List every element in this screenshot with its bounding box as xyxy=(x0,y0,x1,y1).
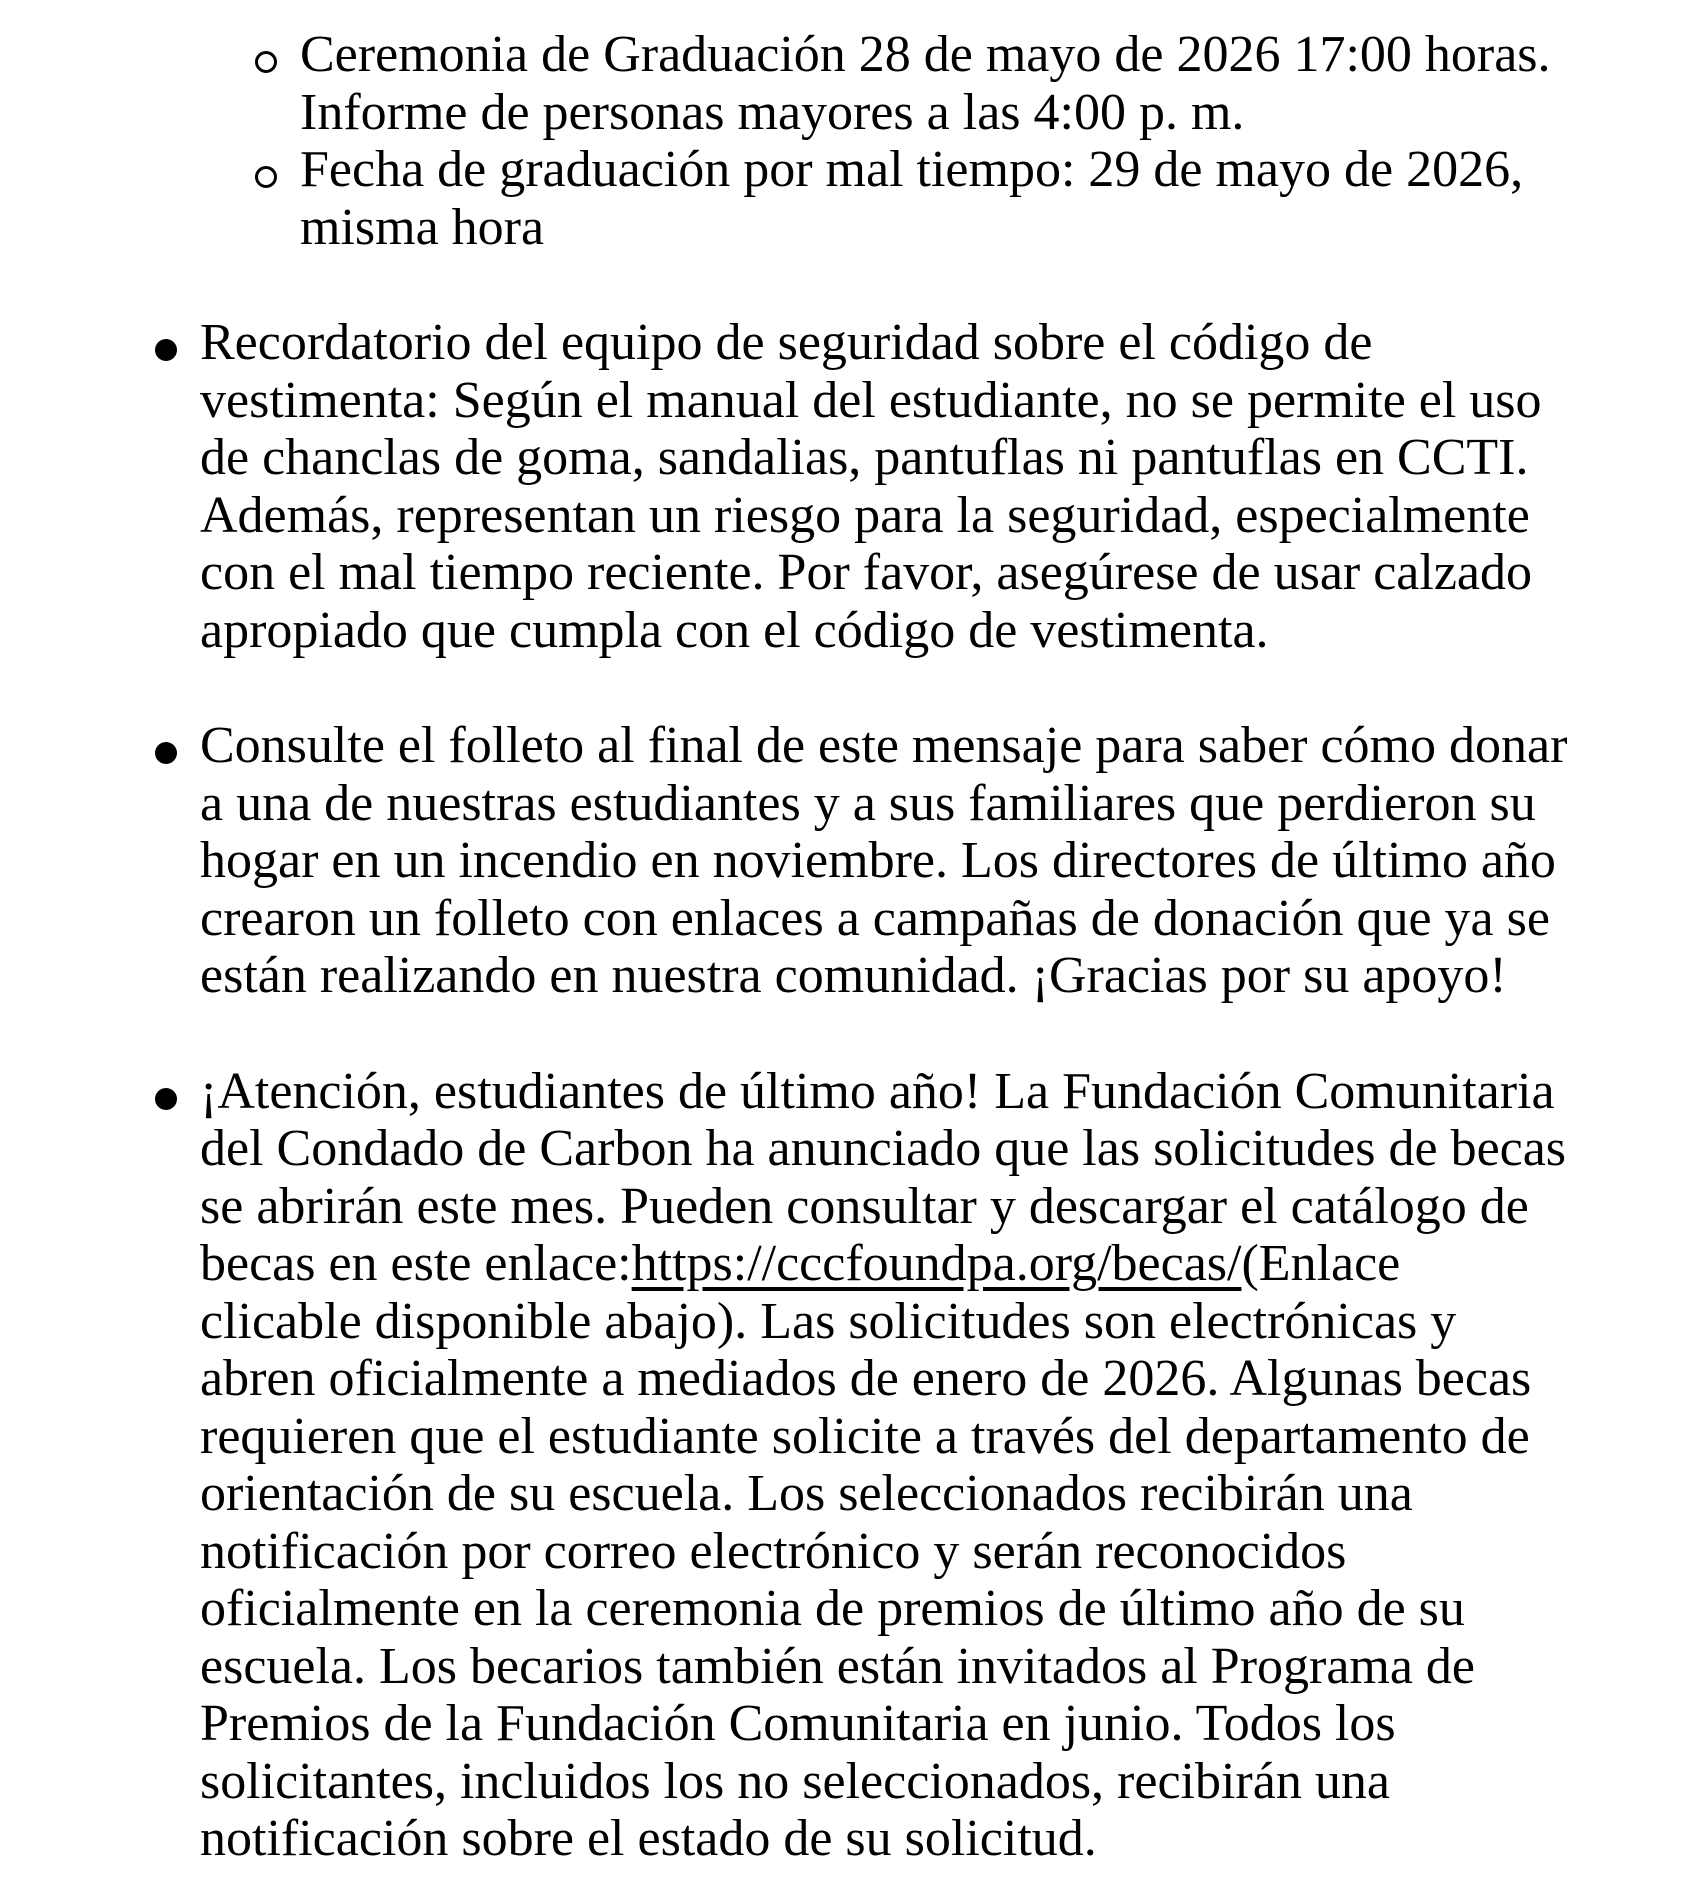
text-segment: becas en este enlace: xyxy=(200,1235,632,1292)
text-line: con el mal tiempo reciente. Por favor, asegúrese de usar calzado xyxy=(200,544,1532,601)
text-line: vestimenta: Según el manual del estudiante, no se permite el uso xyxy=(200,371,1542,429)
list-item xyxy=(300,141,1699,256)
text-segment: (Enlace xyxy=(1241,1235,1401,1292)
text-line: del Condado de Carbon ha anunciado que las solicitudes de becas xyxy=(200,1120,1567,1177)
text-line: se abrirán este mes. Pueden consultar y descargar el catálogo de xyxy=(200,1177,1529,1235)
scholarship-catalog-link[interactable]: https://cccfoundpa.org/becas/ xyxy=(631,1235,1242,1292)
text-line: a una de nuestras estudiantes y a sus familiares que perdieron su xyxy=(200,774,1536,832)
text-line: abren oficialmente a mediados de enero de 2026. Algunas becas xyxy=(200,1350,1532,1407)
sub-bullet-list xyxy=(0,26,1699,256)
text-line: solicitantes, incluidos los no seleccionados, recibirán una xyxy=(200,1752,1390,1810)
list-item xyxy=(200,1063,1699,1868)
text-line: apropiado que cumpla con el código de vestimenta. xyxy=(200,601,1269,659)
text-line: misma hora xyxy=(300,198,545,256)
text-line: crearon un folleto con enlaces a campañas de donación que ya se xyxy=(200,889,1550,947)
text-line: requieren que el estudiante solicite a través del departamento de xyxy=(200,1407,1530,1465)
bullet-hollow-icon xyxy=(255,51,277,73)
text-line: notificación sobre el estado de su solicitud. xyxy=(200,1810,1097,1867)
text-line-with-link xyxy=(200,1235,1699,1293)
text-line: clicable disponible abajo). Las solicitudes son electrónicas y xyxy=(200,1292,1457,1350)
bullet-filled-icon xyxy=(155,1088,177,1110)
list-item xyxy=(200,717,1699,1005)
bullet-filled-icon xyxy=(155,742,177,764)
bullet-filled-icon xyxy=(155,339,177,361)
text-line: Premios de la Fundación Comunitaria en junio. Todos los xyxy=(200,1695,1396,1752)
text-line: Fecha de graduación por mal tiempo: 29 de mayo de 2026, xyxy=(300,141,1524,198)
text-line: hogar en un incendio en noviembre. Los directores de último año xyxy=(200,832,1556,889)
text-line: de chanclas de goma, sandalias, pantuflas ni pantuflas en CCTI. xyxy=(200,429,1529,486)
bullet-hollow-icon xyxy=(255,166,277,188)
list-item xyxy=(300,26,1699,141)
text-line: notificación por correo electrónico y serán reconocidos xyxy=(200,1522,1347,1580)
text-line: orientación de su escuela. Los seleccionados recibirán una xyxy=(200,1465,1413,1522)
text-line: Además, representan un riesgo para la seguridad, especialmente xyxy=(200,486,1530,544)
text-line: Informe de personas mayores a las 4:00 p. m. xyxy=(300,83,1245,141)
text-line: ¡Atención, estudiantes de último año! La Fundación Comunitaria xyxy=(200,1062,1555,1120)
text-line: Consulte el folleto al final de este mensaje para saber cómo donar xyxy=(200,717,1568,774)
list-item xyxy=(200,314,1699,659)
text-line: Recordatorio del equipo de seguridad sobre el código de xyxy=(200,314,1373,371)
text-line: Ceremonia de Graduación 28 de mayo de 2026 17:00 horas. xyxy=(300,26,1551,83)
text-line: oficialmente en la ceremonia de premios de último año de su xyxy=(200,1580,1465,1637)
main-bullet-list xyxy=(0,314,1699,1868)
text-line: escuela. Los becarios también están invitados al Programa de xyxy=(200,1637,1476,1695)
text-line: están realizando en nuestra comunidad. ¡Gracias por su apoyo! xyxy=(200,947,1507,1004)
